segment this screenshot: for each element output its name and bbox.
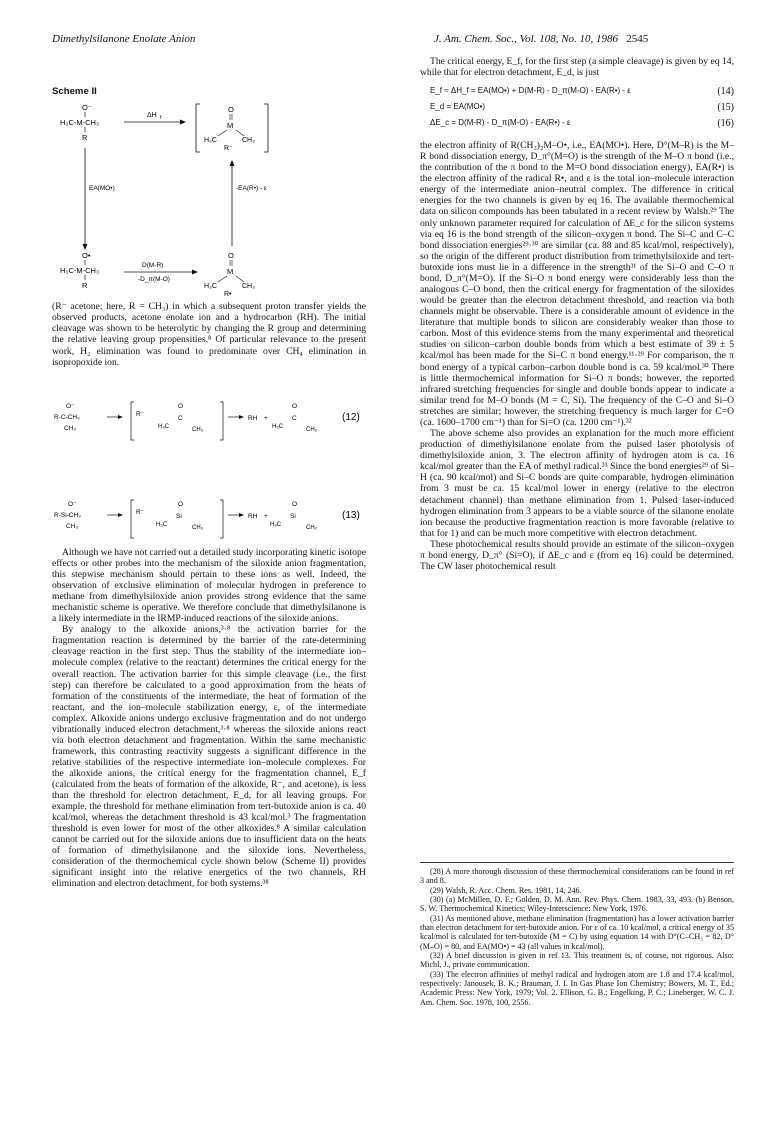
- footnote-32: (32) A brief discussion is given in ref 13. This treatment is, of course, not rigorous. Also: Michl, J., private communication.: [420, 951, 734, 970]
- left-para-3: By analogy to the alkoxide anions,³·⁸ the activation barrier for the fragmentation reaction is determined by the barrier of the rate-determining cleavage reaction in the first step. Thus the stability of the intermediate ion–molecule complex (relative to the reactant) determines the critical energy for the overall reaction. The activation barrier for this simple cleavage (i.e., the first step) can therefore be calculated to a good approximation from the heats of formation of the constituents of the intermediate, the heat of formation of the reactant, and the ion–molecule stabilization energy, ε, of the intermediate complex. Alkoxide anions undergo exclusive fragmentation and do not undergo vibrationally induced electron detachment,³·⁸ whereas the siloxide anions react via both electron detachment and fragmentation. Within the same mechanistic framework, this contrasting reactivity suggests a significant difference in the relative stabilities of the respective intermediate ion–molecule complexes. For the alkoxide anions, the critical energy for the fragmentation channel, E_f (calculated from the heats of formation of the alkoxide, R⁻, and acetone), is less than the threshold for electron detachment, E_d, for all leaving groups. For example, the threshold for methane elimination from tert-butoxide anion is ca. 40 kcal/mol, whereas the detachment threshold is 43 kcal/mol.³ The fragmentation threshold is even lower for most of the other alkoxides.⁸ A similar calculation cannot be carried out for the siloxide anions due to insufficient data on the heats of formation of dimethylsilanone and the siloxide ions. Nevertheless, consideration of the thermochemical cycle shown below (Scheme II) provides significant insight into the relative energetics of the two channels, RH elimination and electron detachment, for both systems.³⁸: [52, 624, 366, 890]
- eq13-p-si: Si: [290, 513, 296, 520]
- scheme-cx-m: M: [227, 121, 234, 130]
- eq12-r-ch3: CH₃: [64, 425, 77, 432]
- scheme-ii-diagram: [52, 100, 366, 296]
- scheme-cx-h3c: H₃C: [204, 137, 217, 144]
- eq13-num: (13): [342, 510, 360, 521]
- footnote-29: (29) Walsh, R. Acc. Chem. Res. 1981, 14, 246.: [430, 885, 582, 895]
- scheme-bl-r: R: [82, 281, 88, 290]
- footnote-33: (33) The electron affinities of methyl radical and hydrogen atom are 1.8 and 17.4 kcal/mol, respectively: Janousek, B. K.; Brauman, J. I. In Gas Phase Ion Chemistry; Bowers, M. T., Ed.; Academic Press: New York, 1979; Vol. 2. Ellison, G. B.; Engelking, P. C.; Lineberger, W. C. J. Am. Chem. Soc. 1978, 100, 2556.: [420, 969, 734, 1007]
- left-column-body: [52, 547, 366, 889]
- footnote-divider: [420, 862, 734, 863]
- eq13-p-h3c: H₃C: [270, 522, 282, 528]
- scheme-br-m: M: [227, 267, 234, 276]
- footnote-31: (31) As mentioned above, methane elimination (fragmentation) has a lower activation barrier than electron detachment for tert-butoxide anion. For ε of ca. 10 kcal/mol, a critical energy of 35 kcal/mol is calculated for tert-butoxide (M = C) by using equation 14 with D°(C–CH₃ = 82, D°(M–O) = 80, and EA(MO•) = 43 (all values in kcal/mol).: [420, 913, 734, 951]
- eq13-r-o: O⁻: [68, 501, 77, 508]
- left-para-1: (R⁻ acetone; here, R = CH₃) in which a subsequent proton transfer yields the observed products, acetone enolate ion and a hydrocarbon (RH). The initial cleavage was shown to be heterolytic by changing the R group and determining the relative leaving group propensities.⁸ Of particular relevance to the present work, H₂ elimination was found to predominate over CH₄ elimination in isopropoxide ion.: [52, 301, 366, 368]
- eq12-m-h3c: H₃C: [158, 424, 170, 430]
- scheme-bottom-arrow-bottom: -D_π(M-O): [138, 276, 170, 283]
- right-equations: [420, 86, 734, 134]
- scheme-bottom-arrow-top: D(M-R): [142, 262, 164, 269]
- journal-citation: J. Am. Chem. Soc., Vol. 108, No. 10, 1986: [434, 33, 619, 45]
- footnote-28: (28) A more thorough discussion of these thermochemical considerations can be found in ref 3 and 8.: [420, 867, 734, 886]
- scheme-title: Scheme II: [52, 86, 97, 97]
- scheme-cx-o: O: [228, 105, 234, 114]
- right-para-3: The above scheme also provides an explanation for the much more efficient production of dimethylsilanone enolate from the pulsed laser photolysis of dimethylsiloxide anion, 3. The electron affinity of hydrogen atom is ca. 16 kcal/mol greater than the EA of methyl radical.³³ Since the bond energies²⁹ of Si–H (ca. 90 kcal/mol) and Si–C bonds are quite comparable, hydrogen elimination from 3 must be ca. 15 kcal/mol lower in energy (relative to the electron detachment channel) than methane elimination from 1. Pulsed laser-induced hydrogen elimination from 3 appears to be a viable source of the silanone enolate ion because the productive fragmentation reaction is more favorable (relative to that for 1) and can be much more competitive with electron detachment.: [420, 428, 734, 539]
- eq13-p-ch2: CH₂: [306, 525, 317, 531]
- eq13-m-o: O: [178, 501, 184, 508]
- eq12-p-ch2: CH₂: [306, 427, 317, 433]
- right-column-body: [420, 140, 734, 572]
- equation-15-text: E_d = EA(MO•): [430, 102, 486, 111]
- eq12-p-c: C: [292, 415, 297, 422]
- scheme-bl-o: O•: [82, 251, 91, 260]
- eq12-p-h3c: H₃C: [272, 424, 284, 430]
- page-number: 2545: [626, 33, 649, 45]
- scheme-br-o: O: [228, 251, 234, 260]
- scheme-tl-o: O⁻: [82, 103, 92, 112]
- eq12-m-c: C: [178, 415, 183, 422]
- scheme-bl-main: H₃C-M-CH₃: [60, 266, 100, 275]
- footnotes: [420, 858, 734, 1007]
- left-para-2: Although we have not carried out a detailed study incorporating kinetic isotope effects or other probes into the mechanism of the siloxide anion fragmentation, this stepwise mechanism should pertain to these ions as well. Indeed, the observation of exclusive elimination of molecular hydrogen in preference to methane from dimethylsiloxide anion provides strong evidence that the same mechanistic scheme is operative. We therefore conclude that dimethylsilanone is a likely intermediate in the IRMP-induced reactions of the siloxide anions.: [52, 547, 366, 625]
- equation-16-num: (16): [717, 118, 734, 129]
- footnote-30: (30) (a) McMillen, D. F.; Golden, D. M. Ann. Rev. Phys. Chem. 1983, 33, 493. (b) Benson, S. W. Thermochemical Kinetics; Wiley-Interscience: New York, 1976.: [420, 895, 734, 914]
- equation-15-num: (15): [717, 102, 734, 113]
- eq12-m-o: O: [178, 403, 184, 410]
- equation-14-text: E_f ≈ ΔH_f = EA(MO•) + D(M-R) - D_π(M-O) - EA(R•) - ε: [430, 86, 631, 95]
- eq12-p-rh: RH: [248, 415, 258, 422]
- eq13-p-rh: RH: [248, 513, 258, 520]
- scheme-cx-r: R⁻: [224, 145, 233, 152]
- right-para-2: the electron affinity of R(CH₃)₂M–O•, i.e., EA(MO•). Here, D°(M–R) is the M–R bond dissociation energy, D_π°(M=O) is the strength of the M–O π bond (i.e., the contribution of the π bond to the M=O bond dissociation energy), EA(R•) is the electron affinity of the radical R•, and ε is the total ion–molecule interaction energy of the intermediate anion–neutral complex. The difference in critical energies for the two channels is given by eq 16. The available thermochemical data on silicon compounds has been tabulated in a recent review by Walsh.²⁹ The only unknown parameter required for calculation of ΔE_c for the silicon systems via eq 16 is the bond strength of the silicon–oxygen π bond. The Si–C and C–C bond dissociation energies²⁹·³⁰ are similar (ca. 88 and 85 kcal/mol, respectively), so the origin of the different product distribution from trimethylsiloxide and tert-butoxide ions must lie in a difference in the strength³¹ of the Si–O and C–O π bond, D_π°(M=O). If the Si–O π bond energy were considerably less than the analogous C–O bond, then the critical energy for fragmentation of the siloxides would be greater than the electron detachment threshold, and reaction via both channels might be observable. There is a considerable amount of evidence in the literature that multiple bonds to silicon are considerably weaker than those to carbon. Most of this evidence stems from the many experimental and theoretical studies on silicon–carbon double bonds from which a best estimate of 39 ± 5 kcal/mol has been made for the Si–C π bond energy.¹¹·²⁹ For comparison, the π bond energy of a typical carbon–carbon double bond is ca. 59 kcal/mol.³⁰ There is little thermochemical information for Si–O π bonds; however, the reported infrared stretching frequencies for single and double bonds appear to indicate a similar trend for M–O bonds (M = C, Si). The frequency of the C–O and Si–O stretches are similar; however, the stretching frequency is much larger for C=O (ca. 1600–1700 cm⁻¹) than for Si=O (ca. 1200 cm⁻¹).³²: [420, 140, 734, 428]
- svg-text:+: +: [264, 513, 268, 520]
- eq12-m-ch3: CH₃: [192, 427, 204, 433]
- equation-14-num: (14): [717, 86, 734, 97]
- right-para-4: These photochemical results should provide an estimate of the silicon–oxygen π bond energy, D_π° (Si=O), if ΔE_c and ε (from eq 16) could be determined. The CW laser photochemical result: [420, 538, 734, 572]
- eq12-m-r: R⁻: [136, 411, 145, 418]
- eq12-r-main: R-C-CH₃: [54, 414, 80, 421]
- equation-15: [420, 102, 734, 118]
- svg-text:+: +: [264, 415, 268, 422]
- eq13-m-h3c: H₃C: [156, 522, 168, 528]
- equation-14: [420, 86, 734, 102]
- eq13-r-main: R-Si-CH₃: [54, 512, 81, 519]
- scheme-tl-r: R: [82, 133, 88, 142]
- scheme-delta-h: ΔH: [147, 112, 157, 119]
- scheme-br-r: R•: [224, 291, 232, 296]
- eq13-m-ch3: CH₃: [192, 525, 204, 531]
- equation-13: [52, 496, 366, 542]
- equation-16-text: ΔE_c = D(M-R) - D_π(M-O) - EA(R•) - ε: [430, 118, 571, 127]
- equation-12: [52, 398, 366, 444]
- right-column-intro: [420, 56, 734, 78]
- eq12-num: (12): [342, 412, 360, 423]
- equation-16: [420, 118, 734, 134]
- scheme-br-ch3: CH₃: [242, 283, 255, 290]
- eq13-m-r: R⁻: [136, 509, 145, 516]
- running-head-left: Dimethylsilanone Enolate Anion: [52, 33, 196, 45]
- scheme-tl-main: H₃C-M-CH₃: [60, 118, 100, 127]
- scheme-delta-h-sub: f: [160, 115, 162, 121]
- eq13-r-ch3: CH₃: [66, 523, 79, 530]
- running-head-right: [434, 33, 734, 45]
- eq12-r-o: O⁻: [66, 403, 75, 410]
- eq12-p-o: O: [292, 403, 298, 410]
- eq13-m-si: Si: [176, 513, 182, 520]
- right-para-1: The critical energy, E_f, for the first step (a simple cleavage) is given by eq 14, while that for electron detachment, E_d, is just: [420, 56, 734, 79]
- eq13-p-o: O: [292, 501, 298, 508]
- scheme-cx-ch3: CH₃: [242, 137, 255, 144]
- scheme-right-arrow-label: -EA(R•) - ε: [236, 185, 267, 192]
- scheme-br-h3c: H₃C: [204, 283, 217, 290]
- scheme-left-arrow-label: EA(MO•): [89, 185, 115, 192]
